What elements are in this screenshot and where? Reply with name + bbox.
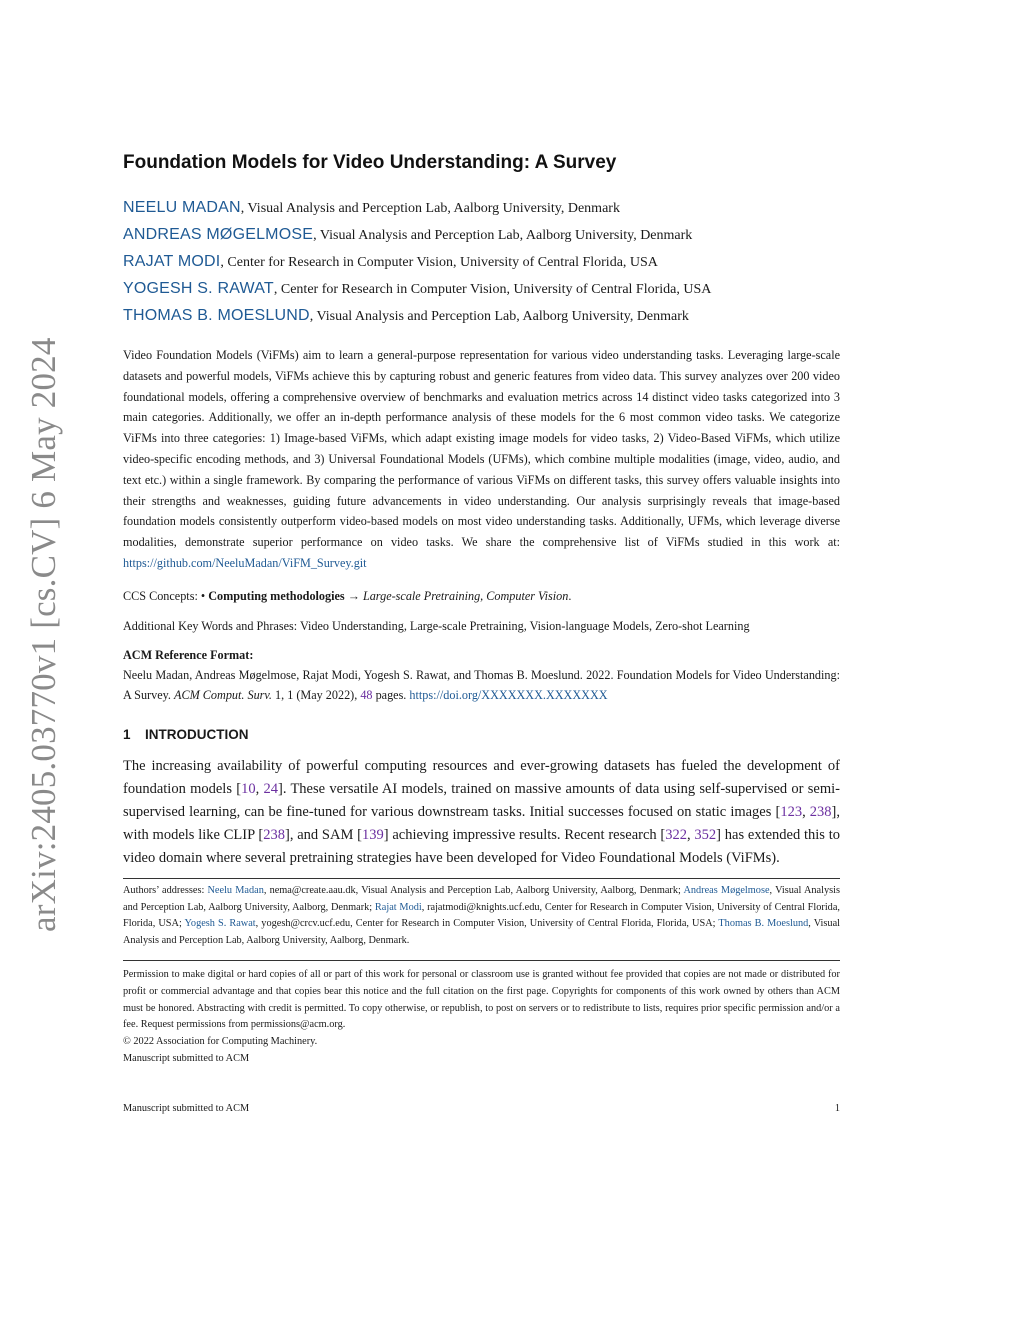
keywords: Additional Key Words and Phrases: Video Understanding, Large-scale Pretraining, Vision-language Models, Zero-shot Learning (123, 618, 750, 633)
arxiv-identifier: arXiv:2405.03770v1 [cs.CV] 6 May 2024 (24, 337, 63, 932)
permission-notice: Permission to make digital or hard copies of all or part of this work for personal or classroom use is granted without fee provided that copies are not made or distributed for profit or commercial advantage and that copies bear this notice and the full citation on the first page. Copyrights for components of this work owned by others than ACM must be honored. Abstracting with credit is permitted. To copy otherwise, or republish, to post on servers or to redistribute to lists, requires prior specific permission and/or a fee. Request permissions from permissions@acm.org. (123, 968, 840, 1031)
section-number: 1 (123, 726, 131, 742)
author-name[interactable]: YOGESH S. RAWAT (123, 280, 274, 297)
intro-text: ], with models like CLIP [ (123, 803, 840, 843)
ccs-end: . (568, 588, 572, 603)
abstract-text: Video Foundation Models (ViFMs) aim to learn a general-purpose representation for various video understanding tasks. Leveraging large-scale datasets and powerful models, ViFMs achieve this by capturing robust and generic features from video data. This survey analyzes over 200 video foundational models, offering a comprehensive overview of benchmarks and evaluation metrics across 14 distinct video tasks categorized into 3 main categories. Additionally, we offer an in-depth performance analysis of these models for the 6 most common video tasks. We categorize ViFMs into three categories: 1) Image-based ViFMs, which adapt existing image models for video tasks, 2) Video-Based ViFMs, which utilize video-specific encoding methods, and 3) Universal Foundational Models (UFMs), which combine multiple modalities (image, video, audio, and text etc.) within a single framework. By comparing the performance of various ViFMs on different tasks, this survey offers valuable insights into their strengths and weaknesses, guiding future advancements in video understanding. Our analysis surprisingly reveals that image-based foundation models consistently outperform video-based models on most video understanding tasks. Additionally, UFMs, which leverage diverse modalities, demonstrate superior performance on video tasks. We share the comprehensive list of ViFMs studied in this work at: (123, 348, 840, 550)
citation-separator: , (802, 803, 810, 820)
ccs-category: Computing methodologies (208, 588, 345, 603)
intro-text: ]. These versatile AI models, trained on massive amounts of data using self-supervised or semi-supervised learning, can be fine-tuned for various downstream tasks. Initial successes focused on static images [ (123, 780, 840, 820)
footnote-divider (123, 878, 840, 879)
author-link[interactable]: Yogesh S. Rawat (184, 918, 256, 930)
ccs-label: CCS Concepts: • (123, 588, 209, 603)
author-entry (123, 306, 840, 333)
copyright-notice: © 2022 Association for Computing Machinery. (123, 1036, 318, 1048)
author-name[interactable]: NEELU MADAN (123, 199, 241, 216)
section-heading (123, 727, 840, 749)
authors-addresses (123, 883, 840, 950)
intro-text: ] has extended this to video domain where several pretraining strategies have been developed for Video Foundational Models (ViFMs). (123, 826, 840, 866)
citation-link[interactable]: 24 (263, 780, 278, 797)
ref-volume: 1, 1 (May 2022), (271, 687, 361, 702)
author-entry (123, 198, 840, 225)
citation-separator: , (687, 826, 695, 843)
author-entry (123, 279, 840, 306)
acm-reference-heading: ACM Reference Format: (123, 647, 254, 662)
citation-link[interactable]: 10 (241, 780, 256, 797)
intro-text: ] achieving impressive results. Recent research [ (383, 826, 666, 843)
citation-link[interactable]: 352 (694, 826, 717, 843)
ref-pages-link[interactable]: 48 (360, 687, 373, 702)
intro-text: ], and SAM [ (284, 826, 362, 843)
paper-page (123, 152, 840, 1068)
author-entry (123, 252, 840, 279)
citation-link[interactable]: 238 (263, 826, 285, 843)
manuscript-note: Manuscript submitted to ACM (123, 1052, 250, 1064)
citation-link[interactable]: 123 (780, 803, 803, 820)
author-affiliation: , Visual Analysis and Perception Lab, Aalborg University, Denmark (240, 201, 620, 216)
author-list (123, 198, 840, 333)
ccs-concepts (123, 586, 840, 606)
paper-title: Foundation Models for Video Understanding: A Survey (123, 152, 617, 173)
footnote-text: , yogesh@crcv.ucf.edu, Center for Research in Computer Vision, University of Central Florida, Florida, USA; (255, 918, 719, 930)
author-affiliation: , Visual Analysis and Perception Lab, Aalborg University, Denmark (313, 228, 693, 243)
footnote-text: Authors’ addresses: (123, 884, 208, 896)
introduction-paragraph (123, 755, 840, 870)
author-link[interactable]: Thomas B. Moeslund (718, 918, 809, 930)
footnote-text: , Visual Analysis and Perception Lab, Aalborg University, Aalborg, Denmark; (123, 884, 840, 913)
ref-pages-label: pages. (372, 687, 410, 702)
ccs-arrow: → (344, 588, 363, 603)
abstract (123, 345, 840, 574)
acm-reference (123, 665, 840, 705)
footnote-text: , rajatmodi@knights.ucf.edu, Center for Research in Computer Vision, University of Central Florida, Florida, USA; (123, 901, 840, 930)
author-link[interactable]: Rajat Modi (374, 901, 422, 913)
author-affiliation: , Visual Analysis and Perception Lab, Aalborg University, Denmark (309, 309, 689, 324)
author-name[interactable]: ANDREAS MØGELMOSE (123, 226, 314, 243)
page-footer (123, 1101, 840, 1117)
arxiv-sidebar (16, 337, 72, 932)
author-affiliation: , Center for Research in Computer Vision, University of Central Florida, USA (273, 282, 712, 297)
author-entry (123, 225, 840, 252)
github-link[interactable]: https://github.com/NeeluMadan/ViFM_Survey.git (123, 555, 367, 570)
citation-link[interactable]: 238 (809, 803, 832, 820)
footer-manuscript: Manuscript submitted to ACM (123, 1103, 250, 1114)
ccs-topics: Large-scale Pretraining, Computer Vision (362, 588, 569, 603)
citation-link[interactable]: 139 (361, 826, 384, 843)
ref-authors-title: Neelu Madan, Andreas Møgelmose, Rajat Modi, Yogesh S. Rawat, and Thomas B. Moeslund. 2022. Foundation Models for Video Understanding: A Survey. (123, 667, 840, 702)
doi-link[interactable]: https://doi.org/XXXXXXX.XXXXXXX (409, 687, 608, 702)
author-name[interactable]: RAJAT MODI (123, 253, 221, 270)
author-link[interactable]: Andreas Møgelmose (683, 884, 770, 896)
section-title: INTRODUCTION (145, 726, 249, 742)
author-name[interactable]: THOMAS B. MOESLUND (123, 307, 310, 324)
footnote-text: , Visual Analysis and Perception Lab, Aalborg University, Aalborg, Denmark. (123, 918, 841, 947)
page-number: 1 (834, 1103, 840, 1114)
citation-separator: , (255, 780, 264, 797)
permission-divider (123, 960, 840, 961)
author-affiliation: , Center for Research in Computer Vision, University of Central Florida, USA (220, 255, 658, 270)
citation-link[interactable]: 322 (665, 826, 688, 843)
footnote-text: , nema@create.aau.dk, Visual Analysis and Perception Lab, Aalborg University, Aalborg, Denmark; (263, 884, 684, 896)
ref-journal: ACM Comput. Surv. (174, 687, 272, 702)
intro-text: The increasing availability of powerful computing resources and ever-growing datasets has fueled the development of foundation models [ (123, 757, 840, 797)
author-link[interactable]: Neelu Madan (207, 884, 264, 896)
